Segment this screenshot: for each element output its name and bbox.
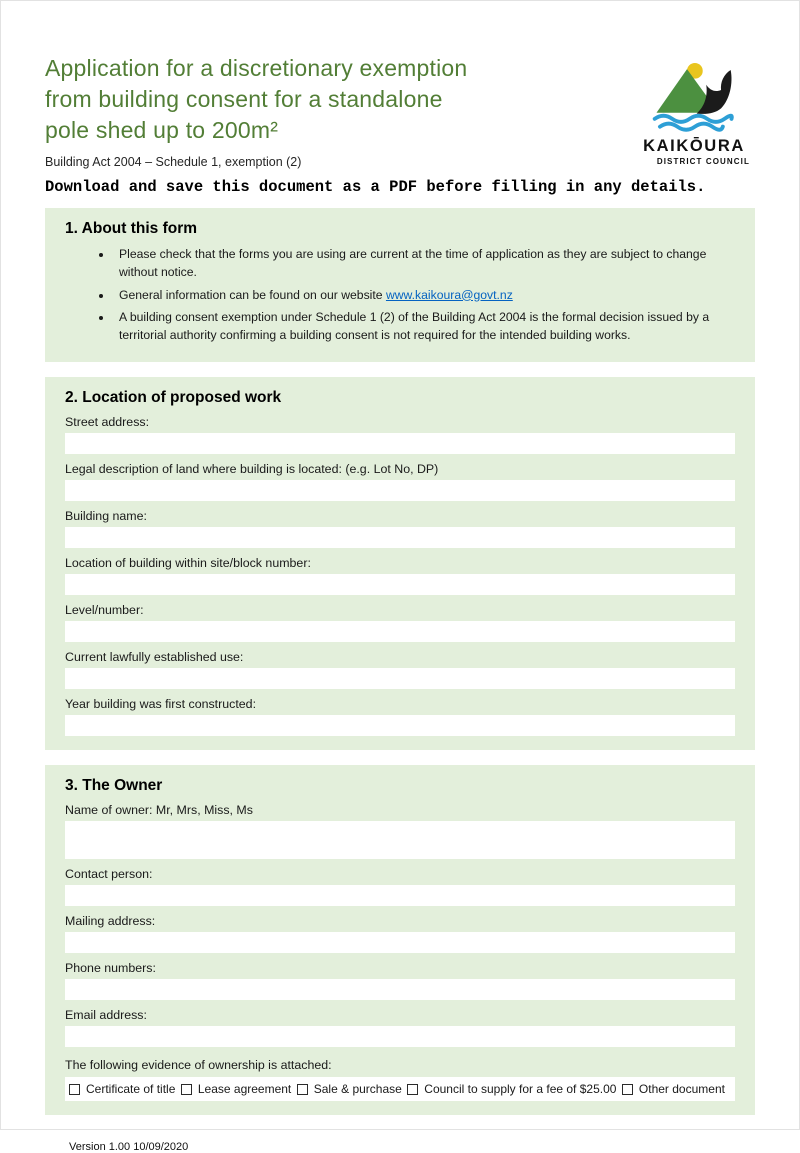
field-year-constructed [65,697,735,736]
field-level-number [65,603,735,642]
about-bullet-1 [113,245,735,282]
about-bullet-list [65,245,735,344]
checkbox-icon[interactable] [622,1084,633,1095]
checkbox-label: Sale & purchase [313,1082,402,1097]
field-owner-name [65,803,735,859]
field-lawful-use [65,650,735,689]
field-label: Contact person: [65,867,153,882]
checkbox-sale-purchase[interactable] [297,1082,402,1096]
checkbox-label: Lease agreement [197,1082,292,1097]
field-legal-description [65,462,735,501]
checkbox-icon[interactable] [407,1084,418,1095]
section-about [45,208,755,362]
about-bullet-1-text: Please check that the forms you are using are current at the time of application as they are subject to change without notice. [119,247,707,280]
section-about-heading: 1. About this form [65,220,198,237]
field-label: Building name: [65,509,147,524]
mailing-address-input[interactable] [65,932,735,953]
field-building-name [65,509,735,548]
field-label: Current lawfully established use: [65,650,244,665]
logo-tagline: DISTRICT COUNCIL [656,157,750,166]
street-address-input[interactable] [65,433,735,454]
title-line-3: pole shed up to 200m² [45,117,279,143]
checkbox-lease-agreement[interactable] [181,1082,291,1096]
owner-name-input[interactable] [65,821,735,859]
checkbox-label: Certificate of title [86,1082,176,1097]
building-name-input[interactable] [65,527,735,548]
about-bullet-3-text: A building consent exemption under Schedule 1 (2) of the Building Act 2004 is the formal decision issued by a territorial authority confirming a building consent is not required for the intended building works. [119,309,710,343]
field-label: Year building was first constructed: [65,697,257,712]
lawful-use-input[interactable] [65,668,735,689]
field-email-address [65,1008,735,1047]
wave-icon [655,116,732,122]
website-link[interactable]: www.kaikoura@govt.nz [385,287,513,302]
title-line-1: Application for a discretionary exemption [45,55,468,81]
checkbox-council-supply[interactable] [407,1082,616,1096]
field-site-block-location [65,556,735,595]
phone-numbers-input[interactable] [65,979,735,1000]
field-phone-numbers [65,961,735,1000]
checkbox-label: Council to supply for a fee of $25.00 [424,1082,617,1097]
section-owner-heading: 3. The Owner [65,777,163,795]
field-label: Legal description of land where building is located: (e.g. Lot No, DP) [65,462,439,477]
subtitle: Building Act 2004 – Schedule 1, exemption (2) [45,155,302,169]
checkbox-icon[interactable] [181,1084,192,1095]
evidence-checkbox-row [65,1077,735,1101]
checkbox-label: Other document [638,1082,725,1097]
field-street-address [65,415,735,454]
council-logo [635,59,753,166]
checkbox-icon[interactable] [69,1084,80,1095]
download-notice: Download and save this document as a PDF before filling in any details. [45,178,706,196]
level-number-input[interactable] [65,621,735,642]
field-label: Mailing address: [65,914,156,929]
header [45,53,755,169]
field-label: Email address: [65,1008,147,1023]
version-footer: Version 1.00 10/09/2020 [69,1141,189,1153]
about-bullet-3 [113,308,735,345]
checkbox-other-document[interactable] [622,1082,725,1096]
council-logo-graphic [646,59,742,135]
field-label: Name of owner: Mr, Mrs, Miss, Ms [65,803,253,818]
legal-description-input[interactable] [65,480,735,501]
section-location [45,377,755,750]
title-block [45,53,467,169]
section-owner [45,765,755,1115]
title-line-2: from building consent for a standalone [45,86,443,112]
email-address-input[interactable] [65,1026,735,1047]
field-contact-person [65,867,735,906]
evidence-label: The following evidence of ownership is attached: [65,1058,332,1073]
contact-person-input[interactable] [65,885,735,906]
field-label: Level/number: [65,603,144,618]
checkbox-certificate-of-title[interactable] [69,1082,175,1096]
checkbox-icon[interactable] [297,1084,308,1095]
wave-icon [660,124,723,130]
about-bullet-2-text: General information can be found on our website [119,287,386,302]
field-label: Phone numbers: [65,961,156,976]
page-title [45,53,467,146]
section-location-heading: 2. Location of proposed work [65,389,282,407]
field-label: Street address: [65,415,150,430]
about-bullet-2 [113,286,735,304]
year-constructed-input[interactable] [65,715,735,736]
field-label: Location of building within site/block number: [65,556,311,571]
site-block-location-input[interactable] [65,574,735,595]
logo-name: KAIKŌURA [643,137,745,155]
field-mailing-address [65,914,735,953]
